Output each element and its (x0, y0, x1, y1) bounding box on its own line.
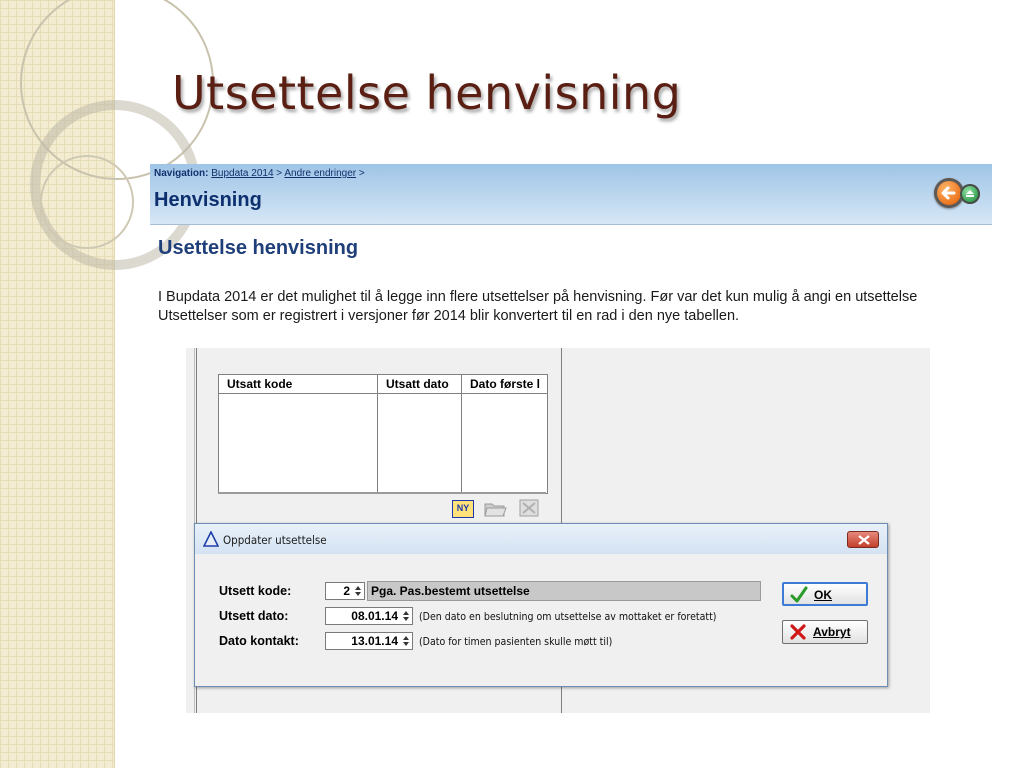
spinner-arrows-icon (354, 585, 362, 597)
delete-icon (516, 496, 542, 520)
open-folder-button[interactable] (482, 496, 508, 520)
oppdater-utsettelse-dialog (194, 523, 888, 687)
utsett-kode-spinner[interactable] (325, 582, 365, 600)
red-x-icon (789, 623, 807, 641)
dialog-title: Oppdater utsettelse (223, 533, 327, 547)
dato-kontakt-label: Dato kontakt: (219, 634, 299, 648)
web-page-screenshot (150, 164, 992, 344)
column-divider (461, 393, 462, 493)
warning-triangle-icon (203, 531, 219, 547)
open-folder-icon (482, 496, 508, 520)
breadcrumb-link-bupdata[interactable]: Bupdata 2014 (211, 168, 274, 179)
utsett-dato-hint: (Den dato en beslutning om utsettelse av mottaket er foretatt) (419, 611, 717, 623)
page-title: Henvisning (154, 189, 262, 211)
utsett-dato-label: Utsett dato: (219, 609, 289, 623)
ok-button[interactable] (782, 582, 868, 606)
nav-icons (932, 176, 988, 210)
ok-label: OK (814, 588, 832, 602)
dato-kontakt-value: 13.01.14 (351, 634, 398, 648)
spinner-arrows-icon (402, 635, 410, 647)
table-header (219, 375, 547, 394)
utsett-kode-description[interactable]: Pga. Pas.bestemt utsettelse (367, 581, 761, 601)
table-footer-line (218, 492, 546, 494)
breadcrumb-separator: > (276, 168, 283, 179)
column-header-utsatt-kode[interactable]: Utsatt kode (227, 377, 293, 391)
utsett-dato-value: 08.01.14 (351, 609, 398, 623)
intro-text (158, 288, 917, 326)
dato-kontakt-hint: (Dato for timen pasienten skulle møtt til) (419, 636, 613, 648)
column-header-utsatt-dato[interactable]: Utsatt dato (377, 375, 461, 393)
new-button[interactable] (449, 496, 475, 520)
close-icon (858, 535, 870, 545)
navigation-label: Navigation: (154, 168, 209, 179)
breadcrumb-separator: > (358, 168, 365, 179)
breadcrumb-link-andre-endringer[interactable]: Andre endringer (284, 168, 357, 179)
new-icon: NY (452, 500, 474, 518)
decorative-ring (40, 155, 134, 249)
checkmark-icon (790, 586, 808, 604)
utsett-kode-label: Utsett kode: (219, 584, 292, 598)
breadcrumb (154, 168, 365, 179)
column-divider (377, 393, 378, 493)
scroll-top-icon[interactable] (960, 184, 980, 204)
dialog-titlebar[interactable] (195, 524, 887, 554)
column-header-dato-forste[interactable]: Dato første l (461, 375, 547, 393)
dato-kontakt-spinner[interactable] (325, 632, 413, 650)
navigation-bar (150, 164, 992, 225)
intro-line: Utsettelser som er registrert i versjoner før 2014 blir konvertert til en rad i den nye tabellen. (158, 308, 740, 324)
utsett-kode-value: 2 (343, 584, 350, 598)
utsett-dato-spinner[interactable] (325, 607, 413, 625)
intro-line: I Bupdata 2014 er det mulighet til å legge inn flere utsettelser på henvisning. Før var det kun mulig å angi en utsettelse (158, 289, 918, 305)
close-button[interactable] (847, 531, 879, 548)
delete-button[interactable] (516, 496, 542, 520)
slide-title: Utsettelse henvisning (172, 66, 682, 120)
cancel-button[interactable] (782, 620, 868, 644)
utsettelse-table[interactable] (218, 374, 548, 494)
section-heading: Usettelse henvisning (158, 237, 359, 259)
cancel-label: Avbryt (813, 625, 851, 639)
spinner-arrows-icon (402, 610, 410, 622)
